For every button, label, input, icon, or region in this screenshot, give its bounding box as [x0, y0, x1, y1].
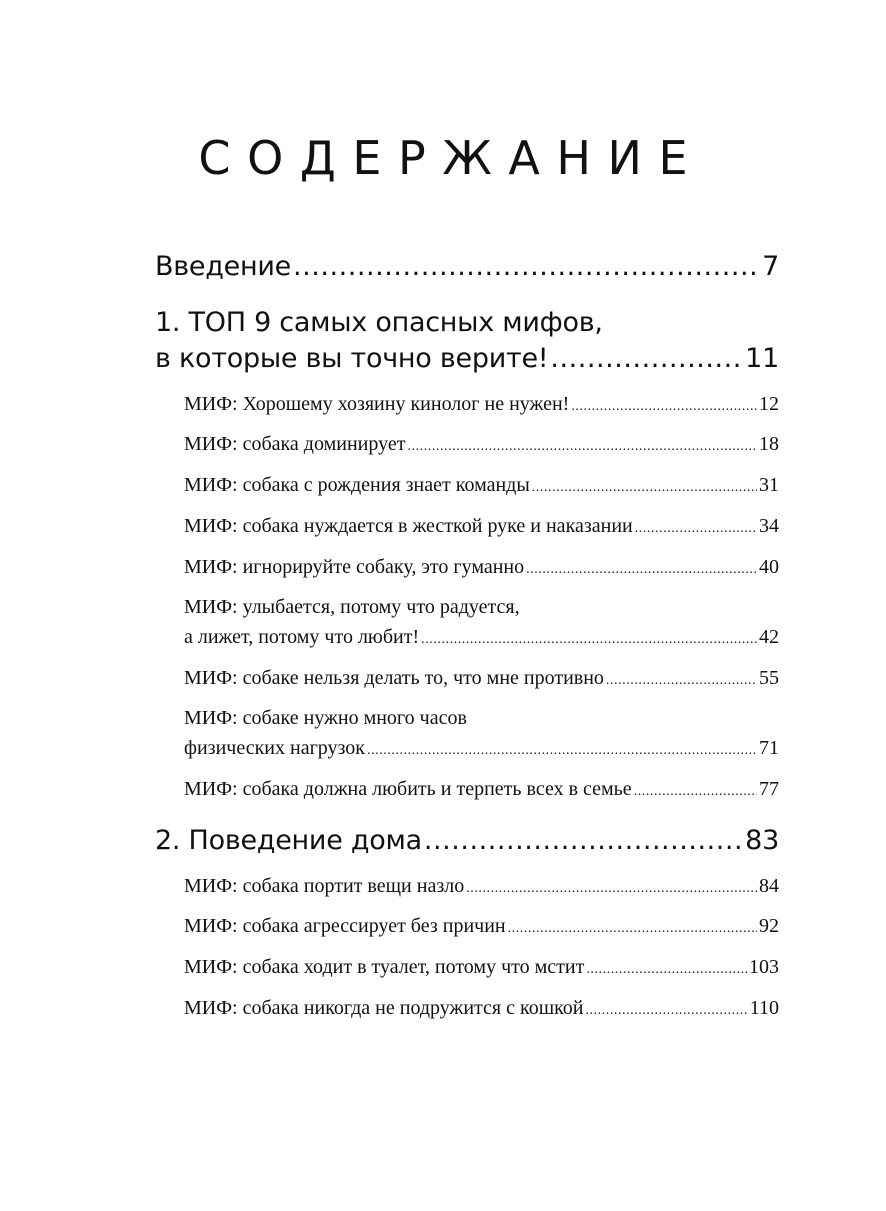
dot-leader — [606, 668, 757, 694]
toc-page-number: 55 — [759, 667, 779, 689]
dot-leader — [526, 557, 757, 583]
toc-entry — [184, 665, 779, 694]
toc-entry — [184, 873, 779, 902]
toc-entry — [184, 391, 779, 420]
toc-page-number: 92 — [759, 915, 779, 937]
toc-page-number: 42 — [759, 626, 779, 648]
toc-entry-label: МИФ: собака должна любить и терпеть всех в семье — [184, 778, 632, 800]
toc-entry — [184, 776, 779, 805]
dot-leader — [508, 916, 757, 942]
toc-page-number: 11 — [745, 343, 779, 374]
dot-leader — [293, 250, 760, 284]
toc-entry-label: в которые вы точно верите! — [155, 343, 549, 374]
toc-entry-label: МИФ: собака доминирует — [184, 433, 406, 455]
dot-leader — [550, 342, 743, 376]
toc-entry-intro — [155, 250, 779, 284]
dot-leader — [571, 394, 757, 420]
toc-entry-label: Введение — [155, 251, 291, 282]
dot-leader — [586, 957, 747, 983]
toc-entry-chapter-1 — [155, 342, 779, 376]
dot-leader — [586, 998, 748, 1024]
toc-entry-label: а лижет, потому что любит! — [184, 626, 420, 648]
toc-entry-chapter-2 — [155, 824, 779, 858]
toc-entry-label: МИФ: собака агрессирует без причин — [184, 915, 506, 937]
toc-entry — [184, 624, 779, 653]
toc-page-number: 34 — [759, 515, 779, 537]
toc-page-number: 31 — [759, 474, 779, 496]
toc-page-number: 103 — [749, 956, 779, 978]
toc-page-number: 84 — [759, 875, 779, 897]
toc-entry-label: МИФ: собака портит вещи назло — [184, 875, 465, 897]
chapter-1-title-line-1: 1. ТОП 9 самых опасных мифов, — [155, 307, 603, 338]
toc-entry-label: МИФ: собака с рождения знает команды — [184, 474, 530, 496]
toc-entry-label: МИФ: игнорируйте собаку, это гуманно — [184, 556, 525, 578]
toc-entry — [184, 472, 779, 501]
toc-page-number: 12 — [759, 393, 779, 415]
dot-leader — [421, 627, 757, 653]
dot-leader — [367, 738, 757, 764]
toc-page-number: 40 — [759, 556, 779, 578]
toc-page-number: 83 — [745, 825, 779, 856]
toc-page-number: 110 — [749, 997, 779, 1019]
toc-entry-label: МИФ: собака нуждается в жесткой руке и наказании — [184, 515, 633, 537]
dot-leader — [424, 824, 743, 858]
dot-leader — [466, 876, 757, 902]
toc-page-number: 18 — [759, 433, 779, 455]
toc-entry-label: МИФ: собака ходит в туалет, потому что мстит — [184, 956, 585, 978]
toc-entry-line-1: МИФ: улыбается, потому что радуется, — [184, 596, 520, 618]
toc-entry — [184, 554, 779, 583]
toc-entry — [184, 995, 779, 1024]
toc-entry — [184, 913, 779, 942]
toc-page-number: 77 — [759, 778, 779, 800]
toc-page-number: 7 — [762, 251, 779, 282]
page-title: СОДЕРЖАНИЕ — [198, 131, 705, 185]
dot-leader — [634, 779, 757, 805]
toc-entry — [184, 735, 779, 764]
dot-leader — [407, 434, 757, 460]
toc-entry-label: МИФ: собака никогда не подружится с кошкой — [184, 997, 584, 1019]
toc-entry-label: МИФ: собаке нельзя делать то, что мне противно — [184, 667, 604, 689]
toc-entry — [184, 513, 779, 542]
dot-leader — [635, 516, 757, 542]
toc-page-number: 71 — [759, 737, 779, 759]
toc-entry-label: физических нагрузок — [184, 737, 366, 759]
toc-entry — [184, 954, 779, 983]
toc-entry-label: МИФ: Хорошему хозяину кинолог не нужен! — [184, 393, 570, 415]
toc-entry-line-1: МИФ: собаке нужно много часов — [184, 707, 467, 729]
toc-entry-label: 2. Поведение дома — [155, 825, 422, 856]
dot-leader — [532, 475, 757, 501]
toc-entry — [184, 431, 779, 460]
